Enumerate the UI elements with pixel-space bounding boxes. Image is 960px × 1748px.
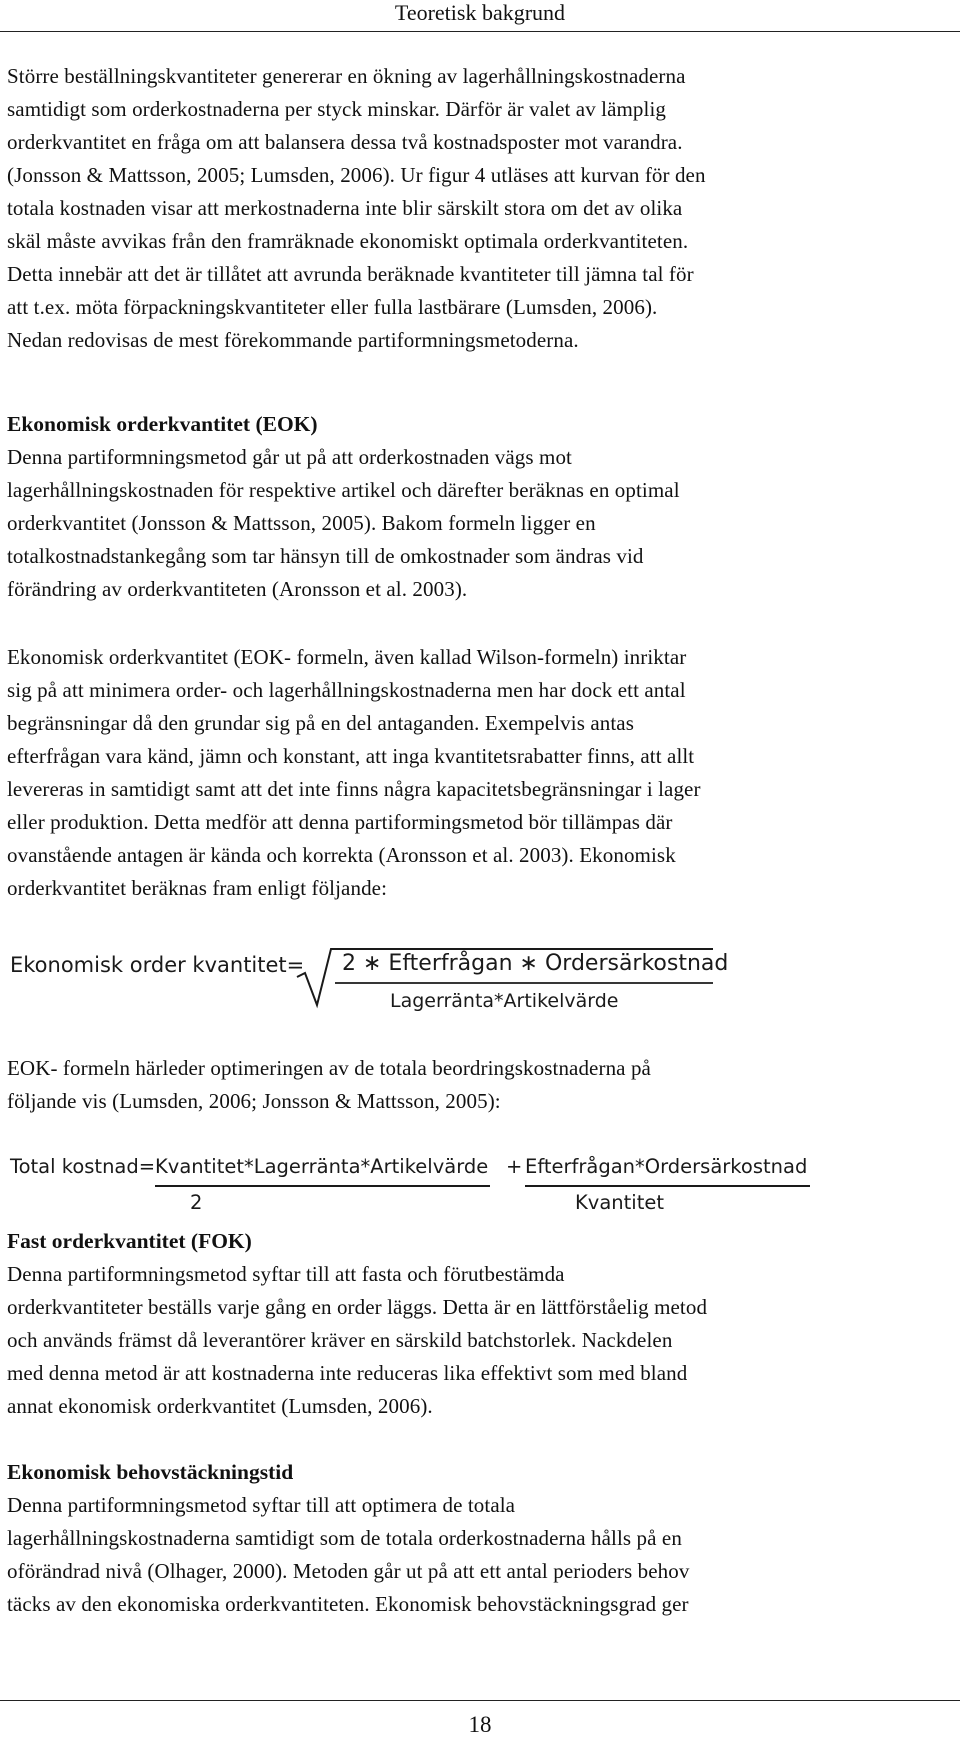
- text-line: efterfrågan vara känd, jämn och konstant, att inga kvantitetsrabatter finns, att allt: [7, 744, 695, 768]
- intro-paragraph: [7, 60, 957, 357]
- section-heading-eok: Ekonomisk orderkvantitet (EOK): [7, 412, 318, 436]
- term2-numerator: Efterfrågan*Ordersärkostnad: [525, 1155, 808, 1178]
- formula-numerator: 2 ∗ Efterfrågan ∗ Ordersärkostnad: [342, 951, 729, 976]
- text-line: samtidigt som orderkostnaderna per styck minskar. Därför är valet av lämplig: [7, 97, 666, 121]
- text-line: (Jonsson & Mattsson, 2005; Lumsden, 2006). Ur figur 4 utläses att kurvan för den: [7, 163, 706, 187]
- fok-paragraph: [7, 1258, 957, 1423]
- text-line: oförändrad nivå (Olhager, 2000). Metoden går ut på att ett antal perioders behov: [7, 1559, 690, 1583]
- section-heading-fok: Fast orderkvantitet (FOK): [7, 1229, 252, 1253]
- text-line: och används främst då leverantörer kräver en särskild batchstorlek. Nackdelen: [7, 1328, 673, 1352]
- text-line: orderkvantiteter beställs varje gång en order läggs. Detta är en lättförståelig metod: [7, 1295, 708, 1319]
- fraction-line: [155, 1185, 490, 1187]
- footer-rule: [0, 1700, 960, 1701]
- page-number: 18: [468, 1712, 492, 1737]
- formula-denominator: Lagerränta*Artikelvärde: [390, 990, 619, 1012]
- eok-formula: [10, 945, 729, 1015]
- text-line: EOK- formeln härleder optimeringen av de totala beordringskostnaderna på: [7, 1056, 651, 1080]
- eok-paragraph-2: [7, 641, 957, 905]
- text-line: Nedan redovisas de mest förekommande partiformningsmetoderna.: [7, 328, 579, 352]
- term1-numerator: Kvantitet*Lagerränta*Artikelvärde: [155, 1155, 489, 1178]
- text-line: Denna partiformningsmetod syftar till att fasta och förutbestämda: [7, 1262, 565, 1286]
- text-line: följande vis (Lumsden, 2006; Jonsson & Mattsson, 2005):: [7, 1089, 501, 1113]
- term1-denominator: 2: [190, 1191, 203, 1214]
- text-line: levereras in samtidigt samt att det inte finns några kapacitetsbegränsningar i lager: [7, 777, 701, 801]
- text-line: orderkvantitet beräknas fram enligt följande:: [7, 876, 388, 900]
- text-line: totalkostnadstankegång som tar hänsyn till de omkostnader som ändras vid: [7, 544, 644, 568]
- text-line: Denna partiformningsmetod går ut på att orderkostnaden vägs mot: [7, 445, 572, 469]
- eok-paragraph-3: [7, 1052, 957, 1118]
- text-line: Denna partiformningsmetod syftar till att optimera de totala: [7, 1493, 516, 1517]
- text-line: att t.ex. möta förpackningskvantiteter eller fulla lastbärare (Lumsden, 2006).: [7, 295, 658, 319]
- text-line: lagerhållningskostnaden för respektive artikel och därefter beräknas en optimal: [7, 478, 680, 502]
- text-line: orderkvantitet en fråga om att balansera dessa två kostnadsposter mot varandra.: [7, 130, 683, 154]
- text-line: lagerhållningskostnaderna samtidigt som de totala orderkostnaderna hålls på en: [7, 1526, 682, 1550]
- eok-paragraph-1: [7, 441, 957, 606]
- plus-sign: +: [506, 1155, 523, 1178]
- text-line: totala kostnaden visar att merkostnaderna inte blir särskilt stora om det av olika: [7, 196, 683, 220]
- formula-lhs: Ekonomisk order kvantitet=: [10, 953, 305, 977]
- text-line: skäl måste avvikas från den framräknade ekonomiskt optimala orderkvantiteten.: [7, 229, 689, 253]
- text-line: förändring av orderkvantiteten (Aronsson et al. 2003).: [7, 577, 468, 601]
- text-line: täcks av den ekonomiska orderkvantiteten. Ekonomisk behovstäckningsgrad ger: [7, 1592, 689, 1616]
- term2-denominator: Kvantitet: [575, 1191, 664, 1214]
- fraction-line: [525, 1185, 810, 1187]
- text-line: orderkvantitet (Jonsson & Mattsson, 2005). Bakom formeln ligger en: [7, 511, 596, 535]
- text-line: Större beställningskvantiteter genererar en ökning av lagerhållningskostnaderna: [7, 64, 686, 88]
- text-line: ovanstående antagen är kända och korrekta (Aronsson et al. 2003). Ekonomisk: [7, 843, 676, 867]
- section-heading-ebt: Ekonomisk behovstäckningstid: [7, 1460, 294, 1484]
- page-header: Teoretisk bakgrund: [394, 0, 566, 25]
- header-rule: [0, 31, 960, 32]
- text-line: med denna metod är att kostnaderna inte reduceras lika effektivt som med bland: [7, 1361, 688, 1385]
- text-line: Ekonomisk orderkvantitet (EOK- formeln, även kallad Wilson-formeln) inriktar: [7, 645, 687, 669]
- text-line: annat ekonomisk orderkvantitet (Lumsden, 2006).: [7, 1394, 433, 1418]
- text-line: eller produktion. Detta medför att denna partiformingsmetod bör tillämpas där: [7, 810, 673, 834]
- total-cost-formula: [10, 1155, 810, 1215]
- text-line: begränsningar då den grundar sig på en del antaganden. Exempelvis antas: [7, 711, 634, 735]
- text-line: sig på att minimera order- och lagerhållningskostnaderna men har dock ett antal: [7, 678, 686, 702]
- formula-lhs: Total kostnad=: [10, 1155, 156, 1178]
- ebt-paragraph: [7, 1489, 957, 1621]
- text-line: Detta innebär att det är tillåtet att avrunda beräknade kvantiteter till jämna tal för: [7, 262, 694, 286]
